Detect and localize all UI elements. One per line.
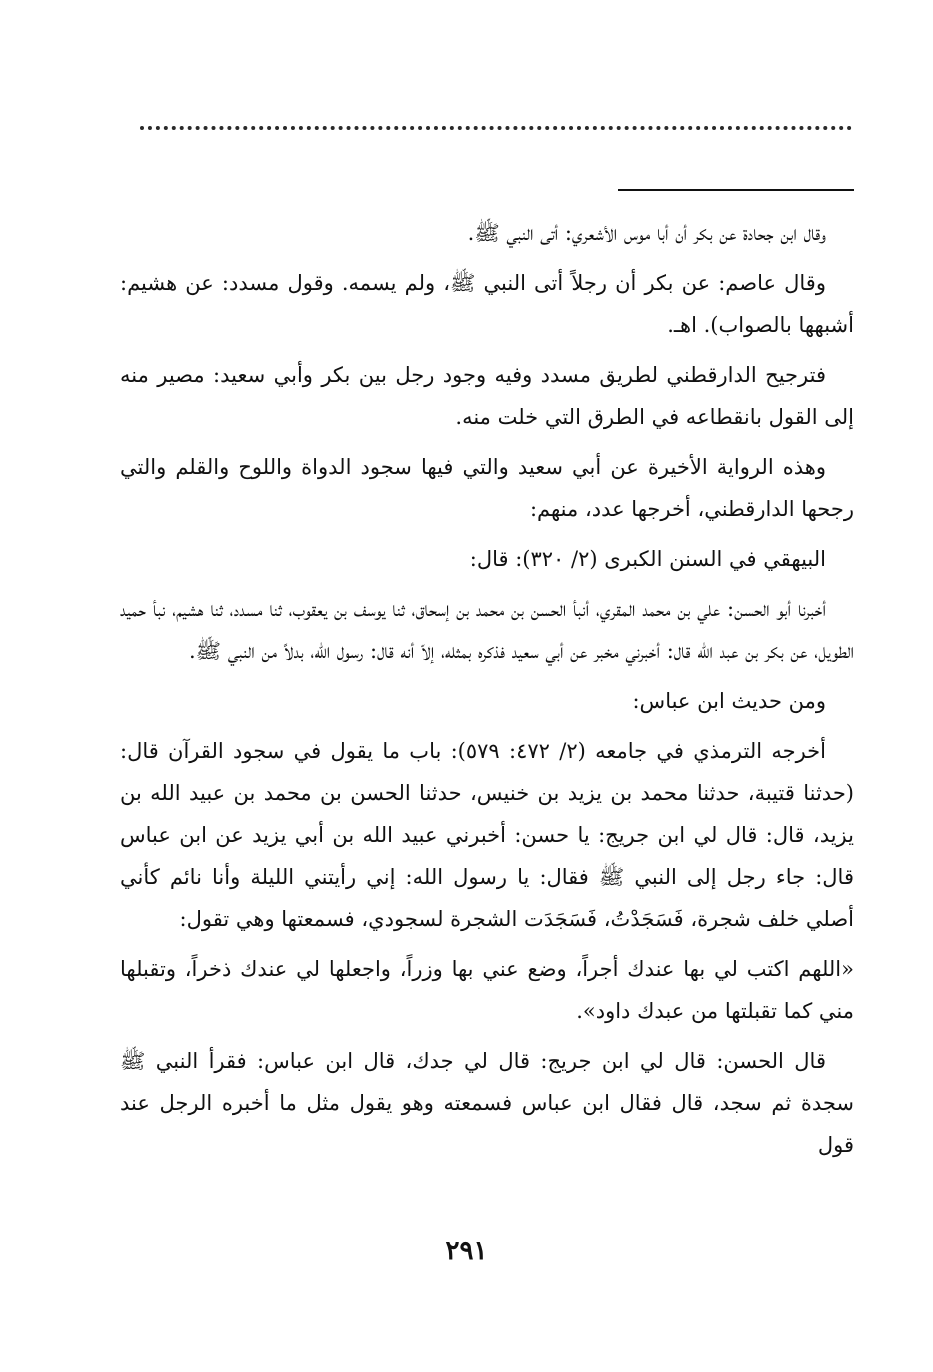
dotted-separator [140,126,852,130]
paragraph: البيهقي في السنن الكبرى (٢/ ٣٢٠): قال: [469,547,826,571]
paragraph: أخبرنا أبو الحسن: علي بن محمد المقري، أنبأ الحسن بن محمد بن إسحاق، ثنا يوسف بن يعقوب، ثنا مسدد، ثنا هشيم، نبأ حميد الطويل، عن بكر بن عبد الله قال: أخبرني مخبر عن أبي سعيد فذكره بمثله، إلاّ أنه قال: رسول الله، بدلاً من النبي ﷺ. [120,597,854,663]
paragraph: فترجيح الدارقطني لطريق مسدد وفيه وجود رجل بين بكر وأبي سعيد: مصير منه إلى القول بانقطاعه في الطرق التي خلت منه. [120,363,854,429]
paragraph: وهذه الرواية الأخيرة عن أبي سعيد والتي فيها سجود الدواة واللوح والقلم والتي رجحها الدارقطني، أخرجها عدد، منهم: [120,455,854,521]
body-text [120,212,854,1174]
paragraph: ومن حديث ابن عباس: [632,689,826,713]
short-rule [618,189,854,191]
paragraph: وقال عاصم: عن بكر أن رجلاً أتى النبي ﷺ، ولم يسمه. وقول مسدد: عن هشيم: أشبهها بالصواب). اهـ. [120,271,854,337]
paragraph: قال الحسن: قال لي ابن جريج: قال لي جدك، قال ابن عباس: فقرأ النبي ﷺ سجدة ثم سجد، قال فقال ابن عباس فسمعته وهو يقول مثل ما أخبره الرجل عند قول [120,1049,854,1157]
quoted-supplication: «اللهم اكتب لي بها عندك أجراً، وضع عني بها وزراً، واجعلها لي عندك ذخراً، وتقبلها مني كما تقبلتها من عبدك داود». [120,957,854,1023]
paragraph: وقال ابن جحادة عن بكر أن أبا موس الأشعري: أتى النبي ﷺ. [467,221,826,245]
paragraph: أخرجه الترمذي في جامعه (٢/ ٤٧٢: ٥٧٩): باب ما يقول في سجود القرآن قال: (حدثنا قتيبة، حدثنا محمد بن يزيد بن خنيس، حدثنا الحسن بن محمد بن عبيد الله بن يزيد، قال: قال لي ابن جريج: يا حسن: أخبرني عبيد الله بن أبي يزيد عن ابن عباس قال: جاء رجل إلى النبي ﷺ فقال: يا رسول الله: إني رأيتني الليلة وأنا نائم كأني أصلي خلف شجرة، فَسَجَدْتُ، فَسَجَدَت الشجرة لسجودي، فسمعتها وهي تقول: [120,739,854,931]
page-number: ٢٩١ [445,1236,488,1266]
